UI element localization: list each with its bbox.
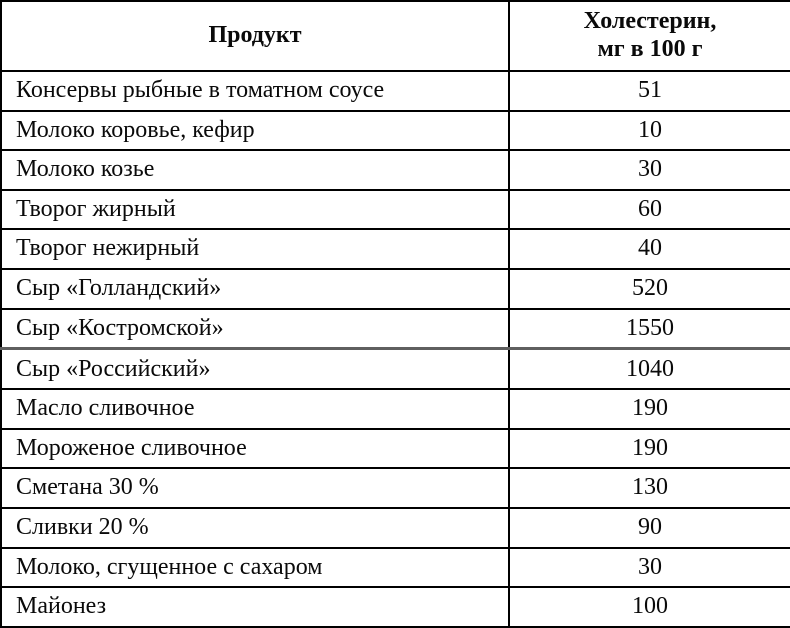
table-body [1,71,790,627]
product-cell: Молоко коровье, кефир [1,111,509,151]
cholesterol-column-header [509,1,790,71]
table-header [1,1,790,71]
table-row [1,548,790,588]
cholesterol-value-cell: 130 [509,468,790,508]
table-row [1,587,790,627]
cholesterol-value-cell: 30 [509,548,790,588]
table-row [1,111,790,151]
cholesterol-value-cell: 40 [509,229,790,269]
cholesterol-value-cell: 190 [509,389,790,429]
product-cell: Консервы рыбные в томатном соусе [1,71,509,111]
cholesterol-value-cell: 51 [509,71,790,111]
cholesterol-value-cell: 1040 [509,349,790,389]
product-cell: Сливки 20 % [1,508,509,548]
table-row [1,389,790,429]
cholesterol-value-cell: 10 [509,111,790,151]
product-cell: Молоко козье [1,150,509,190]
product-cell: Сыр «Российский» [1,349,509,389]
cholesterol-value-cell: 190 [509,429,790,469]
table-row [1,309,790,349]
header-row [1,1,790,71]
cholesterol-column-label-line2: мг в 100 г [597,36,703,62]
table-row [1,150,790,190]
product-cell: Сыр «Голландский» [1,269,509,309]
table-row [1,229,790,269]
table-row [1,468,790,508]
product-cell: Молоко, сгущенное с сахаром [1,548,509,588]
table-row [1,508,790,548]
cholesterol-value-cell: 520 [509,269,790,309]
cholesterol-value-cell: 90 [509,508,790,548]
cholesterol-column-label-line1: Холестерин, [583,8,717,35]
product-cell: Творог жирный [1,190,509,230]
product-column-header [1,1,509,71]
product-cell: Масло сливочное [1,389,509,429]
product-cell: Мороженое сливочное [1,429,509,469]
cholesterol-value-cell: 1550 [509,309,790,349]
product-cell: Сыр «Костромской» [1,309,509,349]
table-row [1,349,790,389]
table-row [1,71,790,111]
product-cell: Майонез [1,587,509,627]
cholesterol-value-cell: 100 [509,587,790,627]
product-column-label: Продукт [208,22,302,49]
table-row [1,269,790,309]
table-row [1,190,790,230]
cholesterol-value-cell: 60 [509,190,790,230]
product-cell: Творог нежирный [1,229,509,269]
table-row [1,429,790,469]
product-cell: Сметана 30 % [1,468,509,508]
cholesterol-value-cell: 30 [509,150,790,190]
